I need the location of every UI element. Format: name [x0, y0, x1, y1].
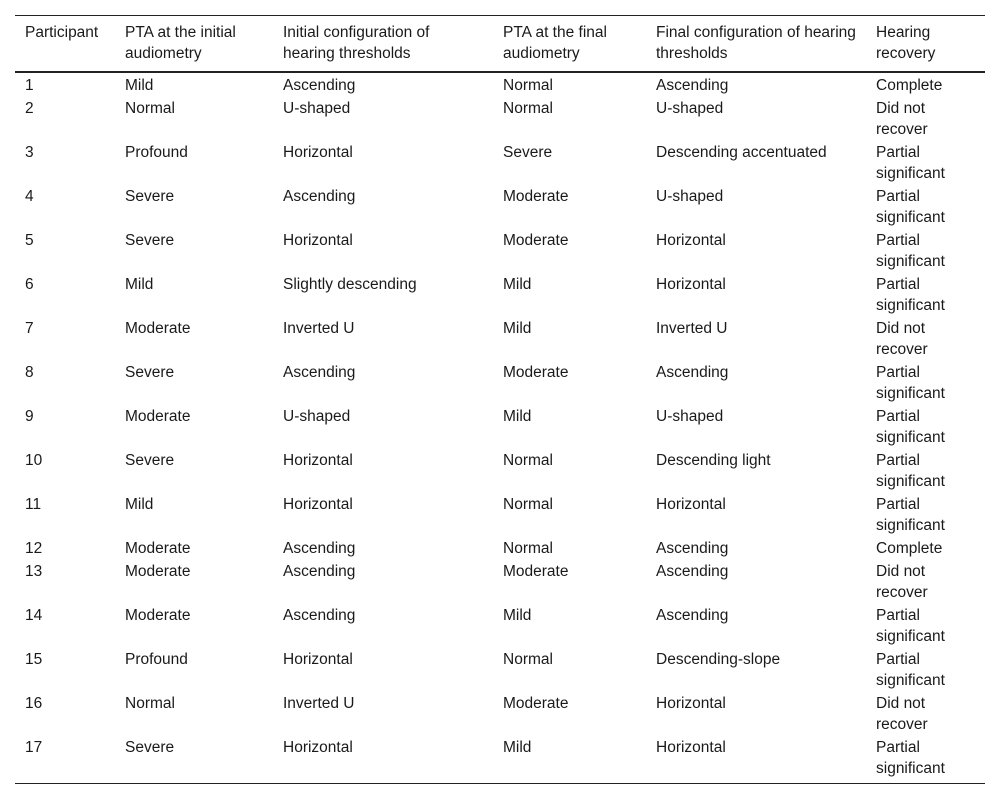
cell-pta-final: Mild: [503, 320, 532, 337]
cell-initial-configuration: Slightly descending: [283, 276, 417, 293]
header-participant: Participant: [25, 24, 99, 41]
cell-participant: 6: [25, 276, 34, 293]
cell-pta-initial: Severe: [125, 364, 175, 381]
cell-pta-final: Moderate: [503, 364, 569, 381]
cell-hearing-recovery: Partial significant: [876, 232, 945, 270]
cell-final-configuration: Ascending: [656, 607, 729, 624]
cell-final-configuration: Descending-slope: [656, 651, 781, 668]
cell-hearing-recovery: Partial significant: [876, 364, 945, 402]
cell-hearing-recovery: Did not recover: [876, 100, 928, 138]
cell-participant: 14: [25, 607, 43, 624]
cell-pta-initial: Moderate: [125, 320, 191, 337]
cell-pta-final: Normal: [503, 540, 553, 557]
cell-hearing-recovery: Partial significant: [876, 496, 945, 534]
header-initial-configuration: Initial configuration of hearing thresholds: [283, 24, 430, 62]
table-row: [15, 537, 985, 560]
cell-hearing-recovery: Did not recover: [876, 695, 928, 733]
cell-participant: 2: [25, 100, 34, 117]
cell-participant: 8: [25, 364, 34, 381]
table-row: [15, 560, 985, 604]
cell-pta-initial: Normal: [125, 100, 175, 117]
cell-participant: 7: [25, 320, 34, 337]
cell-participant: 11: [25, 496, 42, 513]
cell-participant: 16: [25, 695, 43, 712]
cell-pta-final: Moderate: [503, 563, 569, 580]
cell-hearing-recovery: Partial significant: [876, 276, 945, 314]
cell-initial-configuration: Ascending: [283, 77, 356, 94]
cell-hearing-recovery: Did not recover: [876, 563, 928, 601]
header-pta-final: PTA at the final audiometry: [503, 24, 607, 62]
cell-final-configuration: Ascending: [656, 77, 729, 94]
cell-pta-initial: Severe: [125, 452, 175, 469]
cell-participant: 9: [25, 408, 34, 425]
cell-initial-configuration: Inverted U: [283, 695, 355, 712]
cell-hearing-recovery: Partial significant: [876, 144, 945, 182]
cell-initial-configuration: Horizontal: [283, 452, 353, 469]
cell-final-configuration: Ascending: [656, 563, 729, 580]
header-row: [15, 16, 985, 73]
cell-pta-final: Normal: [503, 452, 553, 469]
table-row: [15, 405, 985, 449]
cell-initial-configuration: U-shaped: [283, 100, 351, 117]
cell-initial-configuration: Inverted U: [283, 320, 355, 337]
header-hearing-recovery: Hearing recovery: [876, 24, 936, 62]
table-row: [15, 361, 985, 405]
cell-hearing-recovery: Partial significant: [876, 607, 945, 645]
cell-pta-initial: Profound: [125, 144, 188, 161]
cell-initial-configuration: Horizontal: [283, 739, 353, 756]
cell-initial-configuration: Ascending: [283, 364, 356, 381]
cell-final-configuration: Horizontal: [656, 695, 726, 712]
participants-table: [15, 15, 985, 784]
table-row: [15, 604, 985, 648]
cell-pta-final: Mild: [503, 739, 532, 756]
cell-final-configuration: U-shaped: [656, 188, 724, 205]
table-row: [15, 97, 985, 141]
cell-pta-final: Mild: [503, 276, 532, 293]
cell-hearing-recovery: Partial significant: [876, 408, 945, 446]
cell-pta-initial: Moderate: [125, 563, 191, 580]
cell-pta-final: Mild: [503, 408, 532, 425]
cell-pta-final: Moderate: [503, 232, 569, 249]
cell-final-configuration: Inverted U: [656, 320, 728, 337]
cell-pta-initial: Mild: [125, 77, 154, 94]
header-pta-initial: PTA at the initial audiometry: [125, 24, 236, 62]
cell-pta-initial: Normal: [125, 695, 175, 712]
cell-pta-initial: Profound: [125, 651, 188, 668]
cell-pta-final: Moderate: [503, 188, 569, 205]
cell-final-configuration: Descending accentuated: [656, 144, 827, 161]
cell-final-configuration: Horizontal: [656, 232, 726, 249]
cell-pta-final: Normal: [503, 77, 553, 94]
cell-pta-initial: Severe: [125, 188, 175, 205]
cell-participant: 15: [25, 651, 43, 668]
cell-initial-configuration: U-shaped: [283, 408, 351, 425]
table-row: [15, 449, 985, 493]
cell-final-configuration: Horizontal: [656, 496, 726, 513]
table-row: [15, 273, 985, 317]
cell-hearing-recovery: Partial significant: [876, 188, 945, 226]
cell-participant: 5: [25, 232, 34, 249]
table-header: [15, 16, 985, 73]
cell-pta-final: Mild: [503, 607, 532, 624]
cell-hearing-recovery: Partial significant: [876, 739, 945, 777]
cell-participant: 12: [25, 540, 43, 557]
cell-final-configuration: U-shaped: [656, 408, 724, 425]
cell-initial-configuration: Horizontal: [283, 232, 353, 249]
cell-final-configuration: Ascending: [656, 540, 729, 557]
cell-pta-initial: Moderate: [125, 607, 191, 624]
table-body: [15, 72, 985, 784]
cell-final-configuration: Ascending: [656, 364, 729, 381]
cell-pta-final: Normal: [503, 496, 553, 513]
table-row: [15, 736, 985, 784]
cell-pta-initial: Moderate: [125, 540, 191, 557]
cell-participant: 13: [25, 563, 43, 580]
cell-final-configuration: Horizontal: [656, 276, 726, 293]
cell-participant: 1: [25, 77, 34, 94]
cell-pta-initial: Mild: [125, 276, 154, 293]
cell-initial-configuration: Ascending: [283, 607, 356, 624]
table-row: [15, 692, 985, 736]
cell-hearing-recovery: Partial significant: [876, 452, 945, 490]
cell-initial-configuration: Ascending: [283, 563, 356, 580]
table-row: [15, 185, 985, 229]
table-row: [15, 72, 985, 97]
cell-pta-initial: Mild: [125, 496, 154, 513]
cell-initial-configuration: Horizontal: [283, 651, 353, 668]
cell-hearing-recovery: Complete: [876, 540, 943, 557]
cell-participant: 3: [25, 144, 34, 161]
cell-pta-final: Normal: [503, 100, 553, 117]
table-row: [15, 317, 985, 361]
cell-initial-configuration: Horizontal: [283, 496, 353, 513]
table-row: [15, 648, 985, 692]
cell-hearing-recovery: Partial significant: [876, 651, 945, 689]
cell-pta-final: Moderate: [503, 695, 569, 712]
cell-final-configuration: Horizontal: [656, 739, 726, 756]
table-row: [15, 493, 985, 537]
cell-pta-initial: Severe: [125, 232, 175, 249]
cell-hearing-recovery: Complete: [876, 77, 943, 94]
cell-final-configuration: U-shaped: [656, 100, 724, 117]
cell-pta-final: Normal: [503, 651, 553, 668]
cell-pta-final: Severe: [503, 144, 553, 161]
table-row: [15, 229, 985, 273]
cell-participant: 17: [25, 739, 43, 756]
table-row: [15, 141, 985, 185]
cell-hearing-recovery: Did not recover: [876, 320, 928, 358]
cell-final-configuration: Descending light: [656, 452, 771, 469]
cell-pta-initial: Severe: [125, 739, 175, 756]
cell-participant: 10: [25, 452, 43, 469]
cell-initial-configuration: Ascending: [283, 188, 356, 205]
cell-initial-configuration: Horizontal: [283, 144, 353, 161]
cell-initial-configuration: Ascending: [283, 540, 356, 557]
cell-participant: 4: [25, 188, 34, 205]
header-final-configuration: Final configuration of hearing thresholds: [656, 24, 856, 62]
cell-pta-initial: Moderate: [125, 408, 191, 425]
